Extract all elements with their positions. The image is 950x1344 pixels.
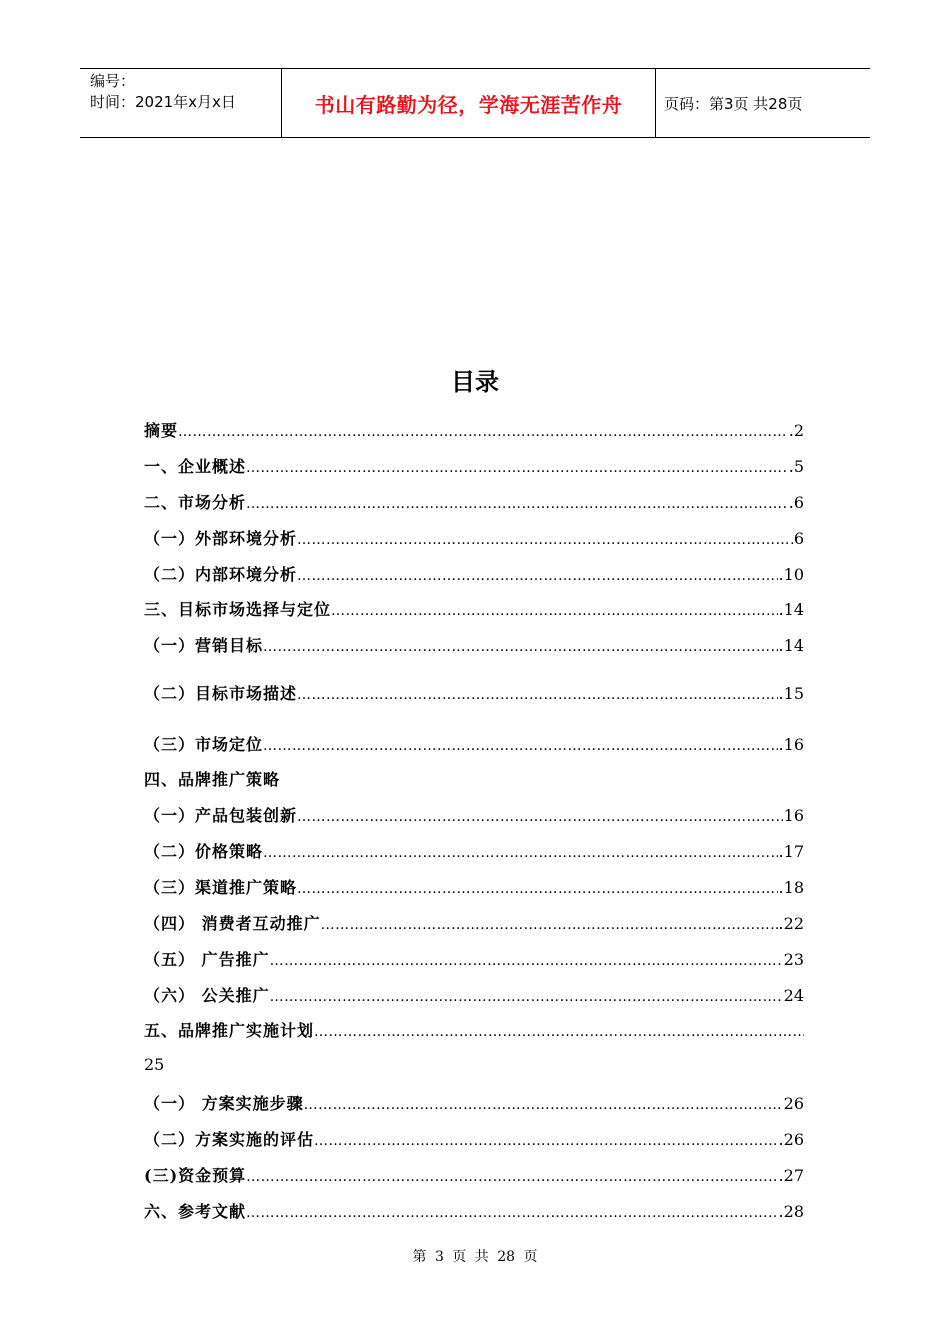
toc-entry[interactable]: 四、品牌推广策略 [144,770,281,789]
toc-entry[interactable]: （二）价格策略 …………………………………………………………………………………………………………………………………………………………… .17 [144,839,804,861]
toc-entry[interactable]: （四） 消费者互动推广 …………………………………………………………………………………………………………………………………………………………… .22 [144,911,804,933]
toc-entry[interactable]: （一）外部环境分析 …………………………………………………………………………………………………………………………………………………………… 6 [144,526,804,548]
toc-entry[interactable]: （三）渠道推广策略 …………………………………………………………………………………………………………………………………………………………… .18 [144,875,804,897]
toc-entry[interactable]: 摘要 …………………………………………………………………………………………………………………………………………………………… .2 [144,418,804,440]
toc-entry[interactable]: （一）产品包装创新 …………………………………………………………………………………………………………………………………………………………… 16 [144,803,804,825]
toc-entry[interactable]: 一、企业概述 …………………………………………………………………………………………………………………………………………………………… .5 [144,454,804,476]
toc-entry[interactable]: 三、目标市场选择与定位 …………………………………………………………………………………………………………………………………………………………… .14 [144,597,804,619]
time-label: 时间：2021年x月x日 [90,93,236,111]
toc-entry[interactable]: （三）市场定位 …………………………………………………………………………………………………………………………………………………………… .16 [144,732,804,754]
toc-entry[interactable]: （二）目标市场描述 …………………………………………………………………………………………………………………………………………………………… .15 [144,681,804,703]
motto: 书山有路勤为径，学海无涯苦作舟 [314,92,623,117]
toc-entry[interactable]: （二）方案实施的评估 …………………………………………………………………………………………………………………………………………………………… .26 [144,1127,804,1149]
toc-entry[interactable]: （六） 公关推广 …………………………………………………………………………………………………………………………………………………………… 24 [144,983,804,1005]
toc-entry[interactable]: （二）内部环境分析 …………………………………………………………………………………………………………………………………………………………… .10 [144,562,804,584]
page-info: 页码：第3页 共28页 [664,94,803,113]
toc-entry[interactable]: 五、品牌推广实施计划 …………………………………………………………………………………………………………………………………………………………… [144,1018,804,1040]
toc-wrapped-page: 25 [144,1055,165,1074]
toc-entry[interactable]: （一） 方案实施步骤 …………………………………………………………………………………………………………………………………………………………… 26 [144,1091,804,1113]
page-footer: 第 3 页 共 28 页 [412,1249,538,1265]
toc-title: 目录 [451,368,499,396]
toc-entry[interactable]: 二、市场分析 …………………………………………………………………………………………………………………………………………………………… .6 [144,490,804,512]
toc-entry[interactable]: (三)资金预算 …………………………………………………………………………………………………………………………………………………………… .27 [144,1163,804,1185]
toc-entry[interactable]: 六、参考文献 …………………………………………………………………………………………………………………………………………………………… .28 [144,1199,804,1221]
toc-entry[interactable]: （五） 广告推广 …………………………………………………………………………………………………………………………………………………………… 23 [144,947,804,969]
number-label: 编号： [90,72,136,90]
toc-entry[interactable]: （一）营销目标 …………………………………………………………………………………………………………………………………………………………… .14 [144,633,804,655]
